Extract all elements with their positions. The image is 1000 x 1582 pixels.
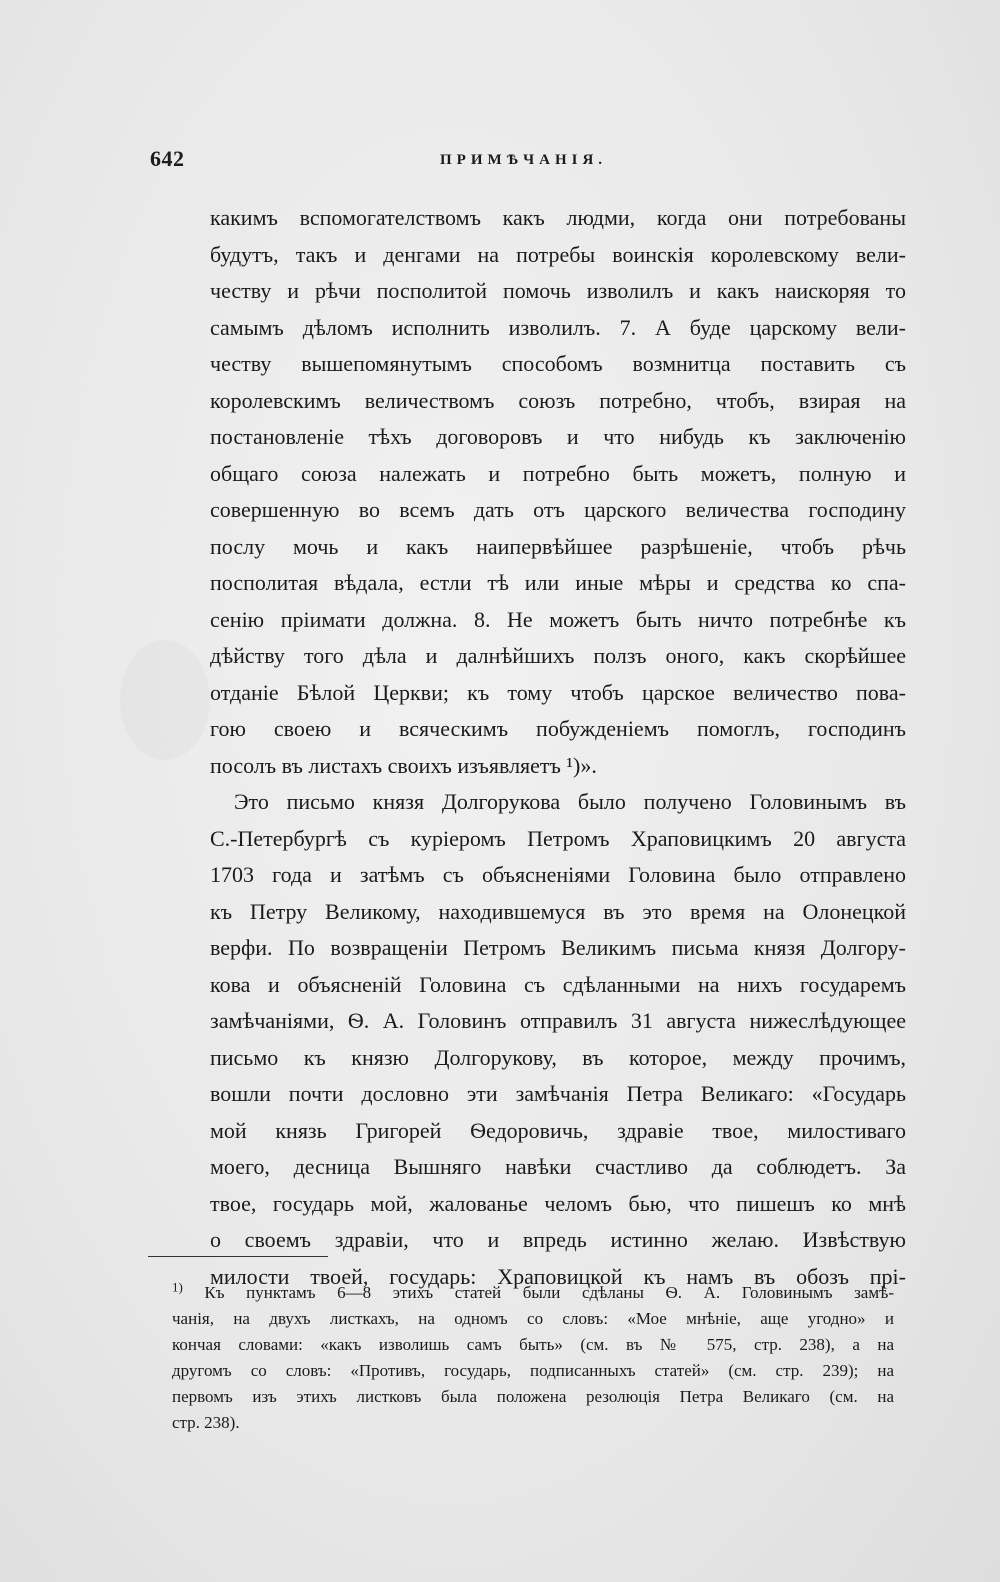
text-line: кова и объясненій Головина съ сдѣланными на нихъ государемъ: [210, 971, 906, 997]
footnote-line: первомъ изъ этихъ листковъ была положена резолюція Петра Великаго (см. на: [172, 1387, 894, 1406]
text-line: отданіе Бѣлой Церкви; къ тому чтобъ царское величество пова-: [210, 679, 906, 705]
text-line: моего, десница Вышняго навѣки счастливо да соблюдетъ. За: [210, 1154, 906, 1179]
text-line: посолъ въ листахъ своихъ изъявляетъ ¹)».: [210, 752, 597, 778]
text-line: общаго союза належать и потребно быть можетъ, полную и: [210, 460, 906, 486]
text-line: къ Петру Великому, находившемуся въ это время на Олонецкой: [210, 898, 906, 924]
text-line: королевскимъ величествомъ союзъ потребно, чтобъ, взирая на: [210, 387, 906, 413]
text-line: какимъ вспомогателствомъ какъ людми, когда они потребованы: [210, 205, 906, 230]
footnote-line: [172, 1280, 894, 1306]
text-line: замѣчаніями, Ѳ. А. Головинъ отправилъ 31 августа нижеслѣдующее: [210, 1008, 906, 1033]
text-line: твое, государь мой, жалованье челомъ бью, что пишешъ ко мнѣ: [210, 1190, 906, 1216]
text-line: постановленіе тѣхъ договоровъ и что нибудь къ заключенію: [210, 424, 906, 449]
text-line: дѣйству того дѣла и далнѣйшихъ ползъ оного, какъ скорѣйшее: [210, 643, 906, 668]
page-header: [150, 146, 910, 176]
footnote-divider: [148, 1256, 328, 1257]
footnote-marker: 1): [172, 1280, 183, 1295]
text-line: о своемъ здравіи, что и впредь истинно желаю. Извѣствую: [210, 1227, 906, 1252]
text-line: честву и рѣчи посполитой помочь изволилъ и какъ наискоряя то: [210, 278, 906, 303]
text-line: 1703 года и затѣмъ съ объясненіями Головина было отправлено: [210, 862, 906, 887]
text-line: Это письмо князя Долгорукова было получено Головинымъ въ: [234, 789, 906, 814]
text-line: послу мочь и какъ наипервѣйшее разрѣшеніе, чтобъ рѣчь: [210, 533, 906, 559]
text-line: мой князь Григорей Ѳедоровичь, здравіе твое, милостиваго: [210, 1117, 906, 1143]
text-line: гою своею и всяческимъ побужденіемъ помоглъ, господинъ: [210, 716, 906, 741]
text-line: самымъ дѣломъ исполнить изволилъ. 7. А буде царскому вели-: [210, 314, 906, 340]
text-line: совершенную во всемъ дать отъ царского величества господину: [210, 497, 906, 522]
footnote-text: Къ пунктамъ 6—8 этихъ статей были сдѣланы Ѳ. А. Головинымъ замѣ-: [204, 1283, 894, 1302]
text-line: вошли почти дословно эти замѣчанія Петра Великаго: «Государь: [210, 1081, 906, 1106]
page-number: 642: [150, 146, 185, 171]
paper-stain: [120, 640, 210, 760]
body-text: [210, 200, 906, 1295]
footnote-line: кончая словами: «какъ изволишь самъ быть» (см. въ № 575, стр. 238), а на: [172, 1335, 894, 1354]
running-head: ПРИМѢЧАНІЯ.: [440, 152, 608, 168]
text-line: будутъ, такъ и денгами на потребы воинскія королевскому вели-: [210, 241, 906, 267]
footnote-line: другомъ со словъ: «Противъ, государь, подписанныхъ статей» (см. стр. 239); на: [172, 1361, 894, 1380]
text-line: письмо къ князю Долгорукову, въ которое, между прочимъ,: [210, 1044, 906, 1070]
text-line: посполитая вѣдала, естли тѣ или иные мѣры и средства ко спа-: [210, 570, 906, 595]
footnote-line: чанія, на двухъ листкахъ, на одномъ со словъ: «Мое мнѣніе, аще угодно» и: [172, 1309, 894, 1328]
text-line: честву вышепомянутымъ способомъ возмнитца поставить съ: [210, 351, 906, 376]
footnote-line: стр. 238).: [172, 1413, 240, 1432]
text-line: сенію пріимати должна. 8. Не можетъ быть ничто потребнѣе къ: [210, 606, 906, 632]
text-line: С.-Петербургѣ съ куріеромъ Петромъ Храповицкимъ 20 августа: [210, 825, 906, 851]
footnotes: [172, 1280, 894, 1436]
text-line: милости твоей, государь: Храповицкой къ намъ въ обозъ прі-: [210, 1263, 906, 1289]
text-line: верфи. По возвращеніи Петромъ Великимъ письма князя Долгору-: [210, 935, 906, 960]
